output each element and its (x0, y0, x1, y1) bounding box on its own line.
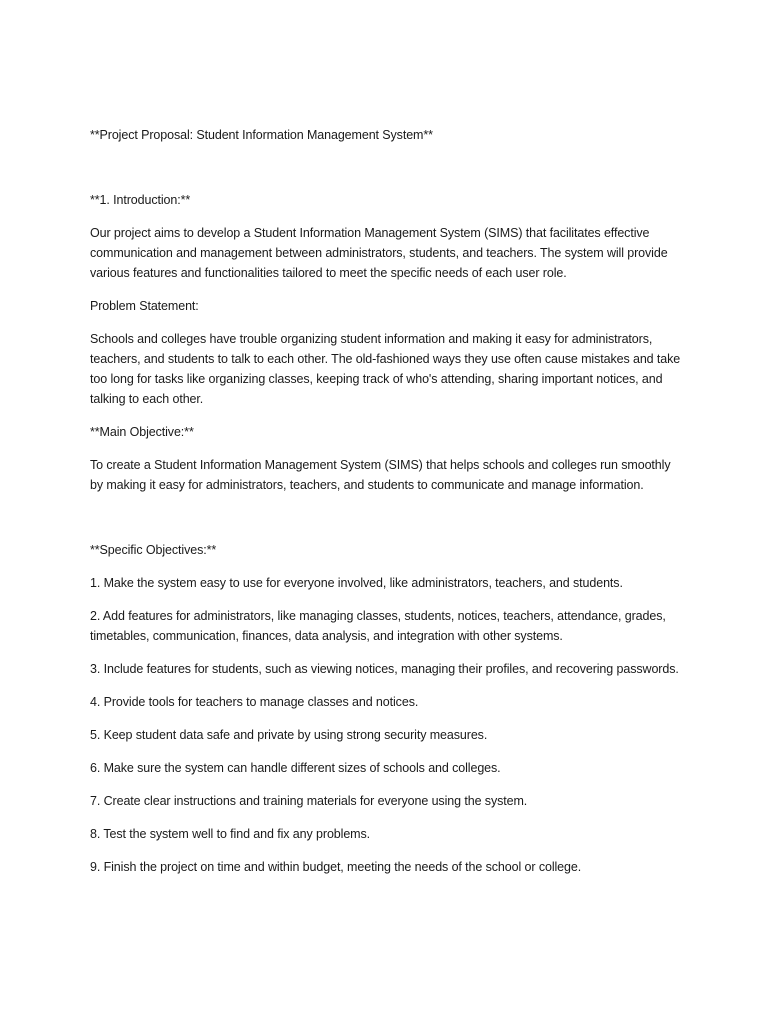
objective-item: 2. Add features for administrators, like managing classes, students, notices, teachers, attendance, grades, timetables, communication, finances, data analysis, and integration with other systems. (90, 609, 666, 643)
introduction-paragraph: Our project aims to develop a Student Information Management System (SIMS) that facilitates effective communication and management between administrators, students, and teachers. The system will provide various features and functionalities tailored to meet the specific needs of each user role. (90, 226, 668, 280)
document-title: **Project Proposal: Student Information Management System** (90, 128, 433, 142)
objective-item: 6. Make sure the system can handle different sizes of schools and colleges. (90, 761, 501, 775)
main-objective-heading: **Main Objective:** (90, 425, 194, 439)
introduction-heading: **1. Introduction:** (90, 193, 191, 207)
objective-item: 9. Finish the project on time and within budget, meeting the needs of the school or college. (90, 860, 582, 874)
main-objective-paragraph: To create a Student Information Management System (SIMS) that helps schools and colleges run smoothly by making it easy for administrators, teachers, and students to communicate and manage information. (90, 458, 671, 492)
objective-item: 4. Provide tools for teachers to manage classes and notices. (90, 695, 419, 709)
problem-statement-paragraph: Schools and colleges have trouble organizing student information and making it easy for administrators, teachers, and students to talk to each other. The old-fashioned ways they use often cause mistakes and take too long for tasks like organizing classes, keeping track of who's attending, sharing important notices, and talking to each other. (90, 332, 681, 406)
objective-item: 5. Keep student data safe and private by using strong security measures. (90, 728, 488, 742)
objective-item: 7. Create clear instructions and training materials for everyone using the system. (90, 794, 528, 808)
document-body (90, 125, 685, 890)
objective-item: 1. Make the system easy to use for everyone involved, like administrators, teachers, and students. (90, 576, 623, 590)
problem-statement-heading: Problem Statement: (90, 299, 199, 313)
objective-item: 3. Include features for students, such as viewing notices, managing their profiles, and recovering passwords. (90, 662, 679, 676)
objective-item: 8. Test the system well to find and fix any problems. (90, 827, 371, 841)
specific-objectives-heading: **Specific Objectives:** (90, 543, 217, 557)
